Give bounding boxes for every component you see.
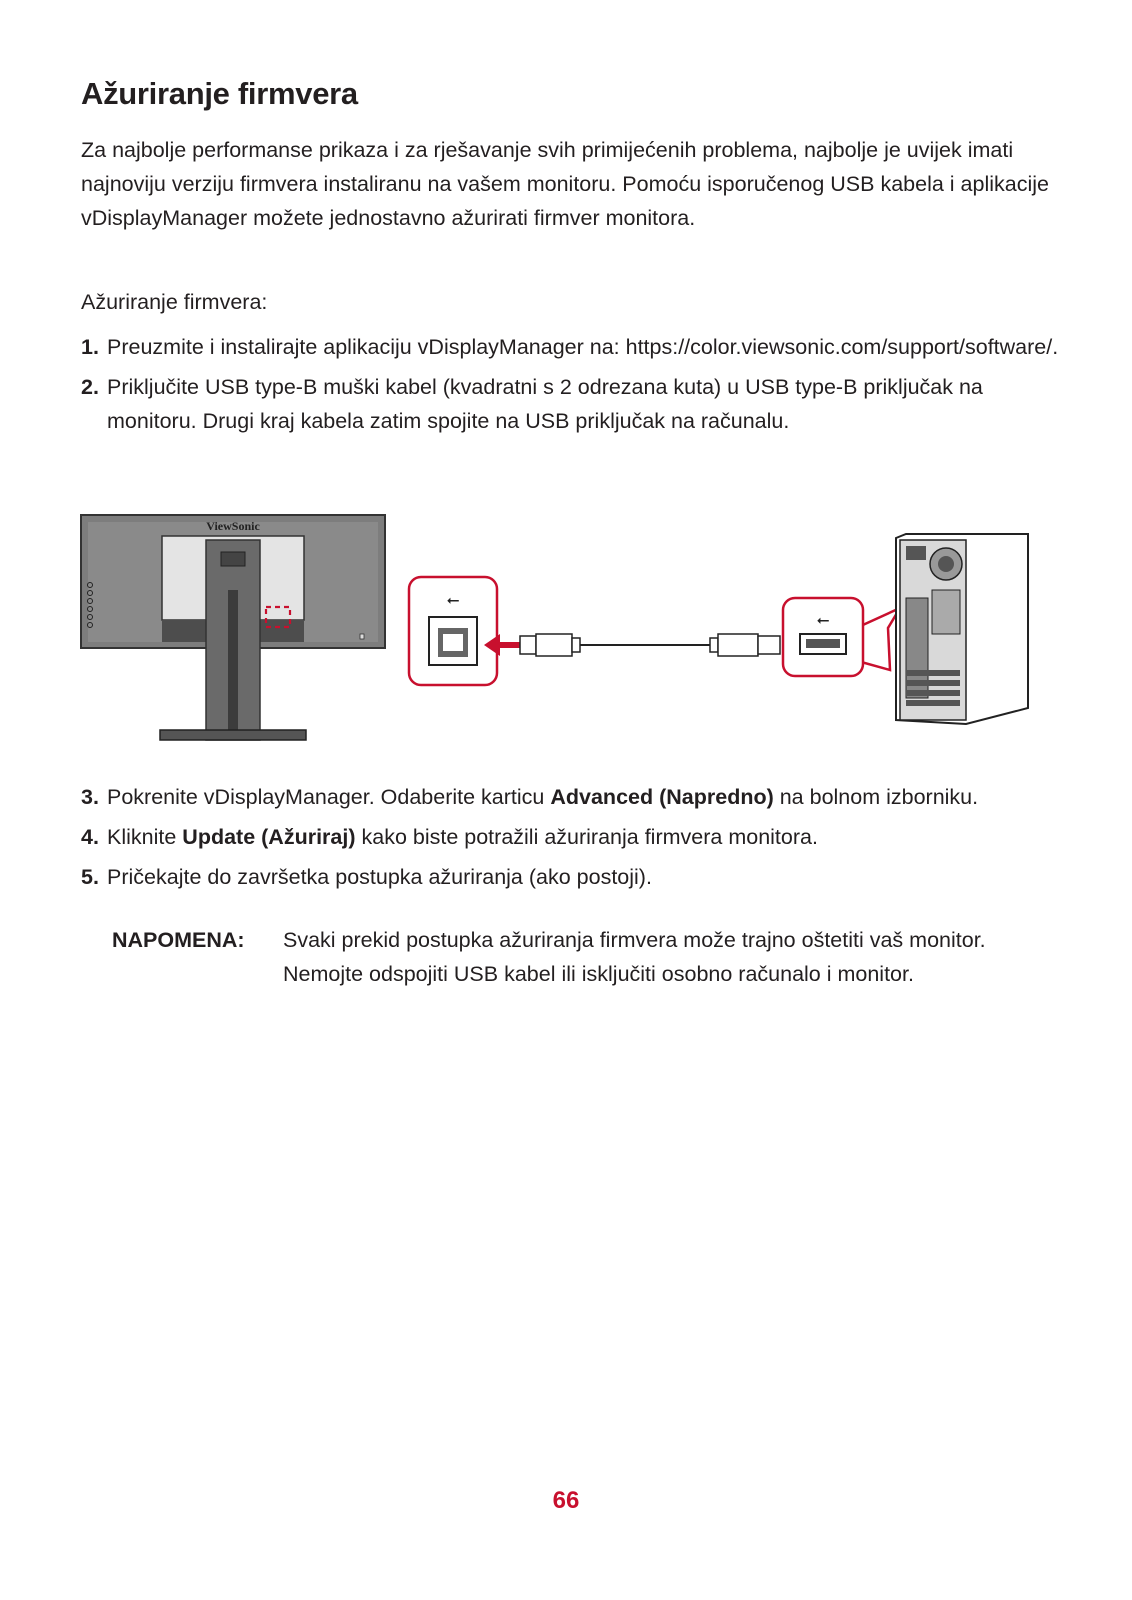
step-text: na bolnom izborniku. [773,785,979,809]
menu-tab-advanced: Advanced (Napredno) [550,785,774,809]
intro-paragraph: Za najbolje performanse prikaza i za rješavanje svih primijećenih problema, najbolje je uvijek imati najnoviju verziju firmvera instaliranu na vašem monitoru. Pomoću isporučenog USB kabela i aplikacije vDisplayManager možete jednostavno ažurirati firmver monitora. [81,138,1049,230]
step-number: 4. [81,825,99,849]
steps-list-first [81,330,1061,444]
procedure-lead: Ažuriranje firmvera: [81,290,268,314]
pc-tower-illustration [896,534,1028,724]
step-text: Kliknite [107,825,183,849]
monitor-brand-label: ViewSonic [206,519,260,533]
step-text: Priključite USB type-B muški kabel (kvadratni s 2 odrezana kuta) u USB type-B priključak na monitoru. Drugi kraj kabela zatim spojite na USB priključak na računalu. [107,375,983,433]
step-number: 5. [81,865,99,889]
step-number: 1. [81,335,99,359]
steps-list-second [81,780,1061,900]
update-button-label: Update (Ažuriraj) [182,825,356,849]
usb-icon: ⭠ [446,590,460,609]
step-text: Preuzmite i instalirajte aplikaciju vDisplayManager na: https://color.viewsonic.com/support/software/. [107,335,1059,359]
step-4 [81,820,1061,854]
step-number: 2. [81,375,99,399]
page-number: 66 [552,1487,580,1514]
step-text: Pričekajte do završetka postupka ažuriranja (ako postoji). [107,865,652,889]
step-5 [81,860,1061,894]
step-2 [81,370,1061,438]
step-1 [81,330,1061,364]
usb-type-b-port-callout [409,577,497,685]
monitor-back-illustration [81,515,385,740]
step-number: 3. [81,785,99,809]
note-text: Svaki prekid postupka ažuriranja firmvera može trajno oštetiti vaš monitor. Nemojte odspojiti USB kabel ili isključiti osobno računalo i monitor. [283,928,986,986]
usb-icon: ⭠ [816,610,830,629]
usb-type-a-port-callout [783,598,900,676]
usb-cable-illustration [520,634,780,656]
step-3 [81,780,1061,814]
page-title: Ažuriranje firmvera [81,76,358,111]
usb-connection-diagram [80,510,1040,742]
step-text: kako biste potražili ažuriranja firmvera monitora. [355,825,818,849]
note-label: NAPOMENA: [112,928,245,952]
step-text: Pokrenite vDisplayManager. Odaberite karticu [107,785,551,809]
